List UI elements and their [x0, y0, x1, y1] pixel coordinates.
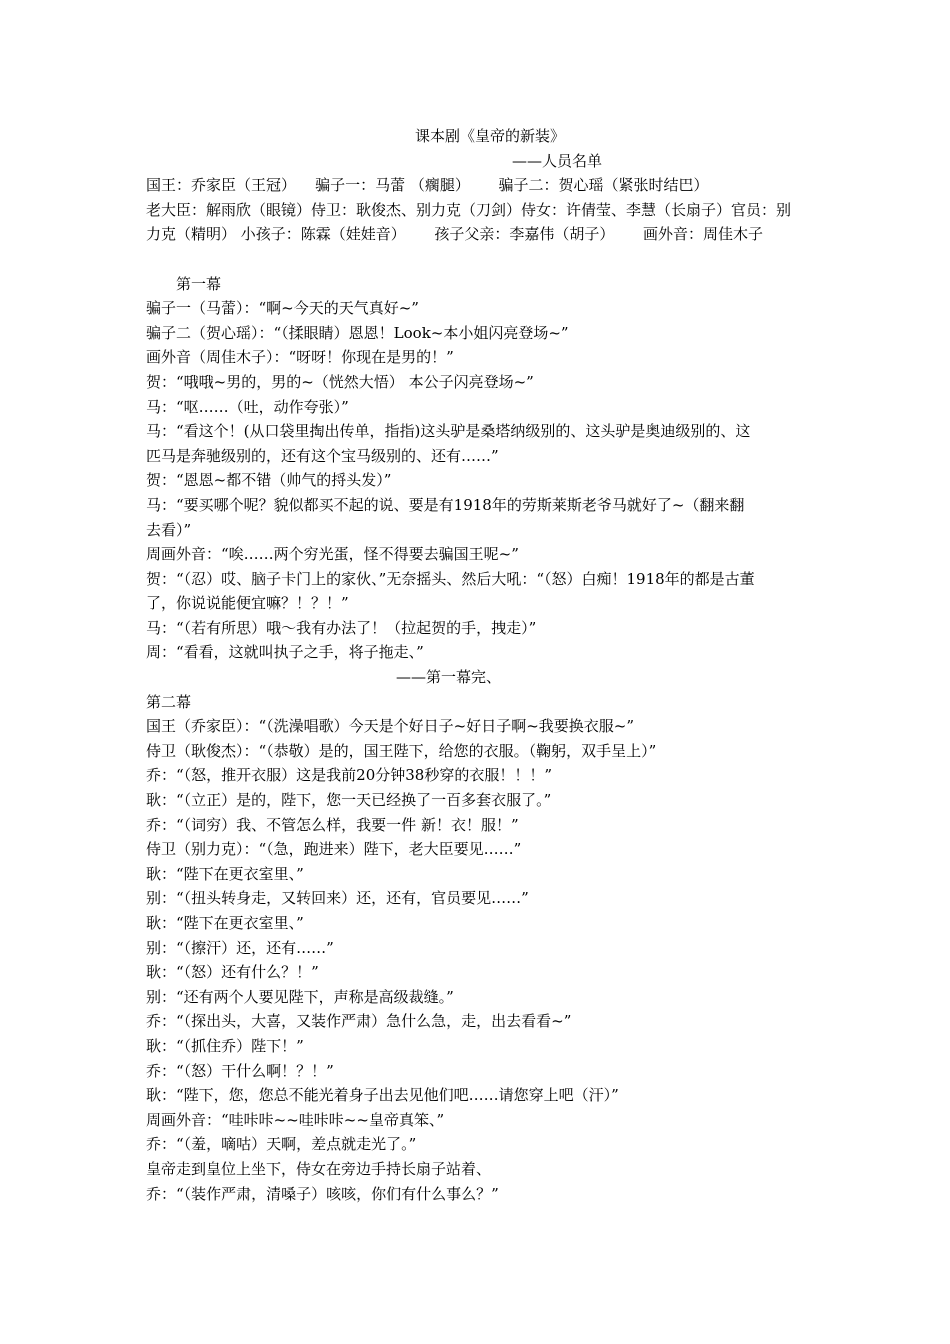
act-one-heading: 第一幕: [176, 274, 222, 293]
document-subtitle: ——人员名单: [512, 151, 603, 170]
script-line: 耿：“陛下在更衣室里、”: [146, 864, 304, 883]
blank-line: [146, 247, 814, 272]
script-line: 周：“看看，这就叫执子之手，将子拖走、”: [146, 643, 424, 662]
script-line: 马：“（若有所思）哦～我有办法了！（拉起贺的手，拽走）”: [146, 618, 537, 637]
script-line: 侍卫（别力克）：“（急，跑进来）陛下，老大臣要见……”: [146, 840, 522, 859]
cast-list-line: 老大臣：解雨欣（眼镜）侍卫：耿俊杰、别力克（刀剑）侍女：许倩莹、李慧（长扇子）官员：别: [146, 200, 792, 219]
script-line: 别：“（扭头转身走，又转回来）还，还有，官员要见……”: [146, 889, 529, 908]
script-line: 了，你说说能便宜嘛？！？！”: [146, 594, 349, 613]
script-line: 乔：“（怒，推开衣服）这是我前20分钟38秒穿的衣服！！！”: [146, 766, 553, 785]
cast-list-line: 力克（精明） 小孩子：陈霖（娃娃音） 孩子父亲：李嘉伟（胡子） 画外音：周佳木子: [146, 225, 763, 244]
script-line: 乔：“（怒）干什么啊！？！”: [146, 1061, 334, 1080]
script-line: 耿：“陛下，您，您总不能光着身子出去见他们吧……请您穿上吧（汗）”: [146, 1086, 619, 1105]
script-line: 乔：“（探出头，大喜，又装作严肃）急什么急，走，出去看看~”: [146, 1012, 572, 1031]
script-line: 耿：“（怒）还有什么？！”: [146, 963, 319, 982]
script-line: 骗子一（马蕾）：“啊~今天的天气真好~”: [146, 299, 419, 318]
act-two-heading: 第二幕: [146, 692, 192, 711]
script-line: 马：“要买哪个呢？貌似都买不起的说、要是有1918年的劳斯莱斯老爷马就好了~（翻来翻: [146, 495, 745, 514]
script-line: 耿：“陛下在更衣室里、”: [146, 914, 304, 932]
script-line: 别：“（擦汗）还，还有……”: [146, 938, 334, 957]
script-line: 周画外音：“哇咔咔~~哇咔咔~~皇帝真笨、”: [146, 1110, 445, 1129]
script-line: 马：“呕……（吐，动作夸张）”: [146, 397, 349, 416]
document-title: 课本剧《皇帝的新装》: [414, 127, 565, 145]
script-line: 贺：“恩恩~都不错（帅气的捋头发）”: [146, 471, 392, 490]
cast-list-line: 国王：乔家臣（王冠） 骗子一：马蕾 （瘸腿） 骗子二：贺心瑶（紧张时结巴）: [146, 176, 709, 195]
script-line: 乔：“（装作严肃，清嗓子）咳咳，你们有什么事么？”: [146, 1184, 499, 1203]
script-line: 匹马是奔驰级别的，还有这个宝马级别的、还有……”: [146, 446, 499, 465]
script-line: 侍卫（耿俊杰）：“（恭敬）是的，国王陛下，给您的衣服。（鞠躬，双手呈上）”: [146, 741, 657, 760]
script-line: 骗子二（贺心瑶）：“（揉眼睛）恩恩！Look~本小姐闪亮登场~”: [146, 323, 569, 342]
script-line: 去看）”: [146, 520, 192, 539]
script-line: 贺：“（忍）哎、脑子卡门上的家伙、”无奈摇头、然后大吼：“（怒）白痴！1918年的都是古董: [146, 569, 755, 588]
script-line: 乔：“（词穷）我、不管怎么样，我要一件 新！衣！服！”: [146, 815, 519, 834]
script-line: 贺：“哦哦~男的，男的~（恍然大悟） 本公子闪亮登场~”: [146, 372, 534, 391]
script-line: 耿：“（抓住乔）陛下！”: [146, 1036, 304, 1055]
document-page: [146, 124, 814, 1206]
act-one-end: ——第一幕完、: [396, 668, 502, 687]
script-line: 别：“还有两个人要见陛下，声称是高级裁缝。”: [146, 987, 454, 1006]
script-line: 周画外音：“唉……两个穷光蛋，怪不得要去骗国王呢~”: [146, 545, 519, 564]
script-line: 国王（乔家臣）：“（洗澡唱歌）今天是个好日子~好日子啊~我要换衣服~”: [146, 717, 635, 736]
script-line: 画外音（周佳木子）：“呀呀！你现在是男的！”: [146, 348, 454, 367]
script-line: 皇帝走到皇位上坐下，侍女在旁边手持长扇子站着、: [146, 1159, 492, 1178]
script-line: 乔：“（羞，嘀咕）天啊，差点就走光了。”: [146, 1135, 417, 1154]
script-line: 马：“看这个！(从口袋里掏出传单，指指)这头驴是桑塔纳级别的、这头驴是奥迪级别的、这: [146, 422, 751, 441]
script-line: 耿：“（立正）是的，陛下，您一天已经换了一百多套衣服了。”: [146, 791, 552, 810]
